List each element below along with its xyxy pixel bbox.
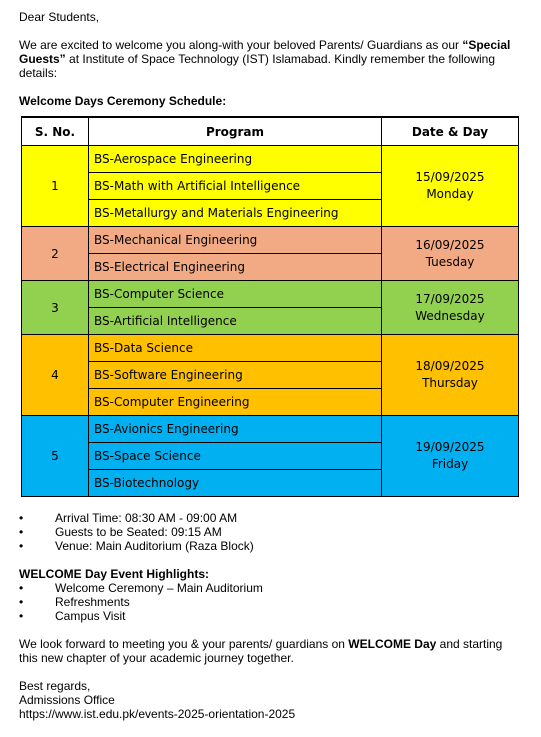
date-text: 16/09/2025	[415, 237, 485, 252]
program-cell: BS-Aerospace Engineering	[89, 146, 382, 173]
date-day-cell	[382, 146, 519, 227]
program-cell: BS-Electrical Engineering	[89, 254, 382, 281]
program-cell: BS-Computer Science	[89, 281, 382, 308]
program-cell: BS-Data Science	[89, 335, 382, 362]
intro-paragraph	[19, 38, 524, 80]
list-item	[19, 525, 524, 539]
day-text: Thursday	[422, 376, 478, 390]
arrival-time: Arrival Time: 08:30 AM - 09:00 AM	[55, 511, 238, 525]
schedule-title: Welcome Days Ceremony Schedule:	[19, 94, 227, 108]
program-cell: BS-Mechanical Engineering	[89, 227, 382, 254]
bullet-icon: •	[19, 511, 24, 525]
list-item	[19, 581, 524, 595]
header-sno: S. No.	[22, 117, 89, 146]
program-cell: BS-Artificial Intelligence	[89, 308, 382, 335]
seating-time: Guests to be Seated: 09:15 AM	[55, 525, 222, 539]
program-cell: BS-Avionics Engineering	[89, 416, 382, 443]
date-day-cell	[382, 227, 519, 281]
serial-number-cell: 2	[22, 227, 89, 281]
intro-text-1: We are excited to welcome you along-with your beloved Parents/ Guardians as our	[19, 38, 463, 52]
letter-body	[19, 10, 524, 721]
program-cell: BS-Math with Artificial Intelligence	[89, 173, 382, 200]
program-cell: BS-Metallurgy and Materials Engineering	[89, 200, 382, 227]
program-cell: BS-Biotechnology	[89, 470, 382, 497]
date-day-cell	[382, 281, 519, 335]
bullet-icon: •	[19, 595, 24, 609]
day-text: Wednesday	[415, 308, 485, 323]
highlights-list	[19, 581, 524, 623]
regards: Best regards,	[19, 679, 91, 693]
highlight-welcome-ceremony: Welcome Ceremony – Main Auditorium	[55, 581, 263, 595]
date-text: 19/09/2025	[415, 440, 485, 454]
header-program: Program	[89, 117, 382, 146]
table-row	[22, 146, 519, 173]
header-date-day: Date & Day	[382, 117, 519, 146]
closing-welcome-day: WELCOME Day	[348, 637, 437, 651]
venue: Venue: Main Auditorium (Raza Block)	[55, 539, 254, 553]
list-item	[19, 511, 524, 525]
table-row	[22, 281, 519, 308]
list-item	[19, 609, 524, 623]
day-text: Tuesday	[425, 254, 475, 269]
details-list	[19, 511, 524, 553]
day-text: Monday	[426, 187, 474, 201]
program-cell: BS-Software Engineering	[89, 362, 382, 389]
schedule-table-body	[22, 146, 519, 497]
closing-text-2: and starting this new chapter of your academic journey together.	[19, 637, 503, 665]
serial-number-cell: 3	[22, 281, 89, 335]
highlights-title: WELCOME Day Event Highlights:	[19, 567, 210, 581]
table-header-row	[22, 117, 519, 146]
highlight-refreshments: Refreshments	[55, 595, 130, 609]
date-text: 17/09/2025	[415, 291, 485, 306]
program-cell: BS-Space Science	[89, 443, 382, 470]
signature-url[interactable]: https://www.ist.edu.pk/events-2025-orientation-2025	[19, 707, 296, 721]
bullet-icon: •	[19, 581, 24, 595]
list-item	[19, 539, 524, 553]
table-row	[22, 416, 519, 443]
bullet-icon: •	[19, 609, 24, 623]
schedule-table	[21, 116, 519, 497]
intro-text-2: at Institute of Space Technology (IST) Islamabad. Kindly remember the following details:	[19, 52, 496, 80]
date-text: 15/09/2025	[415, 170, 485, 184]
bullet-icon: •	[19, 525, 24, 539]
serial-number-cell: 5	[22, 416, 89, 497]
serial-number-cell: 1	[22, 146, 89, 227]
serial-number-cell: 4	[22, 335, 89, 416]
intro-special-guests: “Special Guests”	[19, 38, 511, 66]
closing-text-1: We look forward to meeting you & your parents/ guardians on	[19, 637, 349, 651]
highlight-campus-visit: Campus Visit	[55, 609, 126, 623]
signature-office: Admissions Office	[19, 693, 115, 707]
bullet-icon: •	[19, 539, 24, 553]
closing-paragraph	[19, 637, 524, 665]
date-text: 18/09/2025	[415, 359, 485, 373]
list-item	[19, 595, 524, 609]
date-day-cell	[382, 416, 519, 497]
program-cell: BS-Computer Engineering	[89, 389, 382, 416]
day-text: Friday	[431, 457, 469, 471]
table-row	[22, 335, 519, 362]
date-day-cell	[382, 335, 519, 416]
greeting: Dear Students,	[19, 10, 100, 24]
table-row	[22, 227, 519, 254]
